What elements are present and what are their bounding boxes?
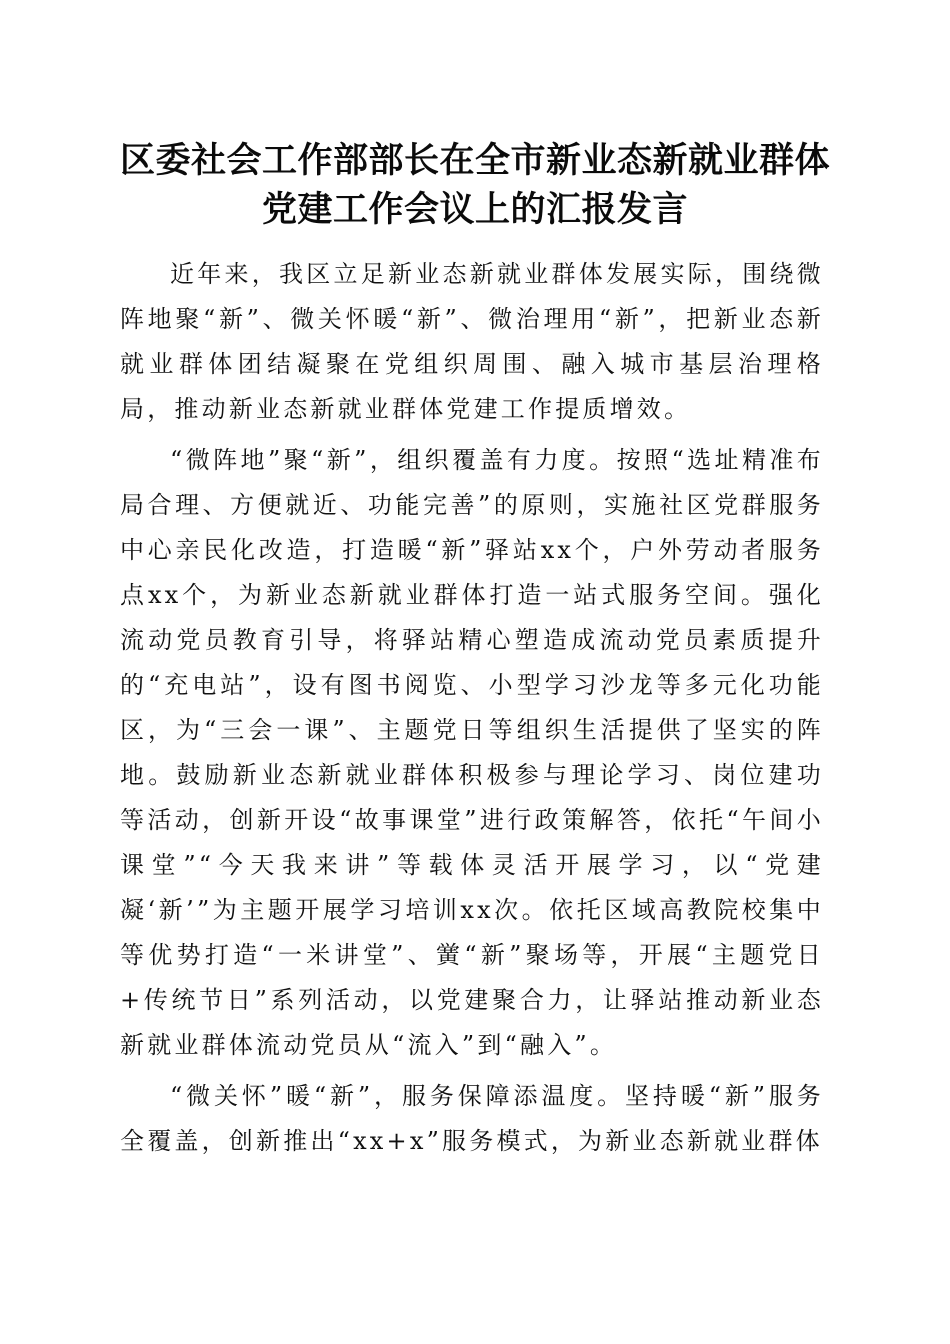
title-line-1: 区委社会工作部部长在全市新业态新就业群体 bbox=[119, 140, 830, 181]
document-title bbox=[100, 136, 850, 234]
paragraph-micro-care: “微关怀”暖“新”，服务保障添温度。坚持暖“新”服务全覆盖，创新推出“xx+x”服务模式，为新业态新就业群体 bbox=[120, 1082, 824, 1155]
paragraph-micro-position: “微阵地”聚“新”，组织覆盖有力度。按照“选址精准布局合理、方便就近、功能完善”的原则，实施社区党群服务中心亲民化改造，打造暖“新”驿站xx个，户外劳动者服务点xx个，为新业态新就业群体打造一站式服务空间。强化流动党员教育引导，将驿站精心塑造成流动党员素质提升的“充电站”，设有图书阅览、小型学习沙龙等多元化功能区，为“三会一课”、主题党日等组织生活提供了坚实的阵地。鼓励新业态新就业群体积极参与理论学习、岗位建功等活动，创新开设“故事课堂”进行政策解答，依托“午间小课堂”“今天我来讲”等载体灵活开展学习，以“党建凝‘新’”为主题开展学习培训xx次。依托区域高教院校集中等优势打造“一米讲堂”、黉“新”聚场等，开展“主题党日+传统节日”系列活动，以党建聚合力，让驿站推动新业态新就业群体流动党员从“流入”到“融入”。 bbox=[120, 446, 824, 1059]
paragraph-intro: 近年来，我区立足新业态新就业群体发展实际，围绕微阵地聚“新”、微关怀暖“新”、微治理用“新”，把新业态新就业群体团结凝聚在党组织周围、融入城市基层治理格局，推动新业态新就业群体党建工作提质增效。 bbox=[120, 260, 824, 423]
title-line-2: 党建工作会议上的汇报发言 bbox=[261, 189, 688, 230]
document-body bbox=[120, 252, 824, 1170]
